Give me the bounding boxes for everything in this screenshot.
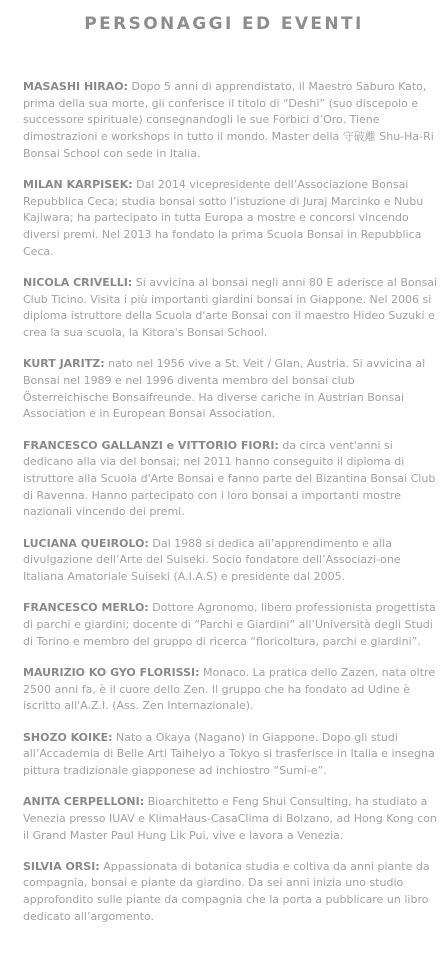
entry-name: LUCIANA QUEIROLO: bbox=[23, 536, 149, 550]
entry-text: Bioarchitetto e Feng Shui Consulting, ha studiato a Venezia presso IUAV e KlimaHaus-CasaClima di Bolzano, ad Hong Kong con il Grand Master Paul Hung Lik Pui, vive e lavora a Venezia. bbox=[23, 795, 437, 842]
entry-shozo-koike bbox=[23, 730, 442, 780]
entry-maurizio-florissi bbox=[23, 665, 442, 715]
entry-name: ANITA CERPELLONI: bbox=[23, 795, 145, 809]
entry-text: Monaco. La pratica dello Zazen, nata oltre 2500 anni fa, è il cuore dello Zen. Il gruppo che ha fondato ad Udine è iscritto all'A.Z.I. (Ass. Zen Internazionale). bbox=[23, 665, 436, 713]
entry-silvia-orsi bbox=[23, 859, 442, 926]
entry-text: Dal 1988 si dedica all’apprendimento e alla divulgazione dell’Arte del Suiseki. Socio fondatore dell’Associazi-one Italiana Amatoriale Suiseki (A.I.A.S) e presidente dal 2005. bbox=[23, 536, 401, 584]
entries-list bbox=[23, 79, 442, 940]
entry-gallanzi-fiori bbox=[23, 438, 442, 522]
entry-name: SILVIA ORSI: bbox=[23, 859, 100, 873]
entry-nicola-crivelli bbox=[23, 275, 442, 342]
entry-text: Nato a Okaya (Nagano) in Giappone. Dopo gli studi all’Accademia di Belle Arti Taiheiyo a Tokyo si trasferisce in Italia e insegna pittura tradizionale giapponese ad inchiostro “Sumi-e”. bbox=[23, 730, 435, 777]
entry-text: Dottore Agronomo, libero professionista progettista di parchi e giardini; docente di “Parchi e Giardini” all’Università degli Studi di Torino e membro del gruppo di ricerca “floricoltura, parchi e giardini”. bbox=[23, 601, 436, 648]
page-title: PERSONAGGI ED EVENTI bbox=[84, 14, 364, 34]
entry-text: nato nel 1956 vive a St. Veit / Glan, Austria. Si avvicina al Bonsai nel 1989 e nel 1996 diventa membro del bonsai club Österreichische Bonsaifreunde. Ha diverse cariche in Austrian Bonsai Association e in European Bonsai Association. bbox=[23, 357, 426, 421]
entry-text: Si avvicina al bonsai negli anni 80 E aderisce al Bonsai Club Ticino. Visita i più importanti giardini bonsai in Giappone. Nel 2006 si diploma istruttore della Scuola d'arte Bonsai con il maestro Hideo Suzuki e crea la sua scuola, la Kitora's Bonsai School. bbox=[23, 276, 438, 340]
entry-name: MILAN KARPISEK: bbox=[23, 178, 133, 192]
entry-kurt-jaritz bbox=[23, 356, 442, 423]
entry-name: FRANCESCO GALLANZI e VITTORIO FIORI: bbox=[23, 438, 279, 452]
entry-milan-karpisek bbox=[23, 177, 442, 261]
entry-francesco-merlo bbox=[23, 600, 442, 650]
entry-name: MASASHI HIRAO: bbox=[23, 80, 128, 93]
entry-text: Dopo 5 anni di apprendistato, il Maestro Saburo Kato, prima della sua morte, gli conferisce il titolo di “Deshi” (suo discepolo e successore spirituale) consegnandogli le sue Forbici d’Oro. Tiene dimostrazioni e workshops in tutto il mondo. Master della 守破離 Shu-Ha-Ri Bonsai School con sede in Italia. bbox=[23, 80, 434, 160]
entry-name: KURT JARITZ: bbox=[23, 357, 105, 371]
entry-text: Dal 2014 vicepresidente dell’Associazione Bonsai Repubblica Ceca; studia bonsai sotto l’istuzione di Juraj Marcinko e Nubu Kajiwara; ha partecipato in tutta Europa a mostre e concorsi vincendo diversi premi. Nel 2013 ha fondato la prima Scuola Bonsai in Repubblica Ceca. bbox=[23, 178, 424, 258]
entry-masashi-hirao bbox=[23, 79, 442, 163]
entry-name: FRANCESCO MERLO: bbox=[23, 601, 149, 615]
entry-name: MAURIZIO KO GYO FLORISSI: bbox=[23, 665, 200, 679]
entry-luciana-queirolo bbox=[23, 536, 442, 586]
entry-name: NICOLA CRIVELLI: bbox=[23, 276, 133, 290]
entry-name: SHOZO KOIKE: bbox=[23, 730, 113, 744]
entry-text: Appassionata di botanica studia e coltiva da anni piante da compagnia, bonsai e piante da giardino. Da sei anni inizia uno studio approfondito sulle piante da compagnia che la porta a pubblicare un libro dedicato all’argomento. bbox=[23, 859, 430, 923]
entry-text: da circa vent'anni si dedicano alla via del bonsai; nel 2011 hanno conseguito il diploma di istruttore alla Scuola d'Arte Bonsai e fanno parte del Bizantina Bonsai Club di Ravenna. Hanno partecipato con i loro bonsai a importanti mostre nazionali vincendo dei premi. bbox=[23, 438, 436, 519]
entry-anita-cerpelloni bbox=[23, 794, 442, 844]
